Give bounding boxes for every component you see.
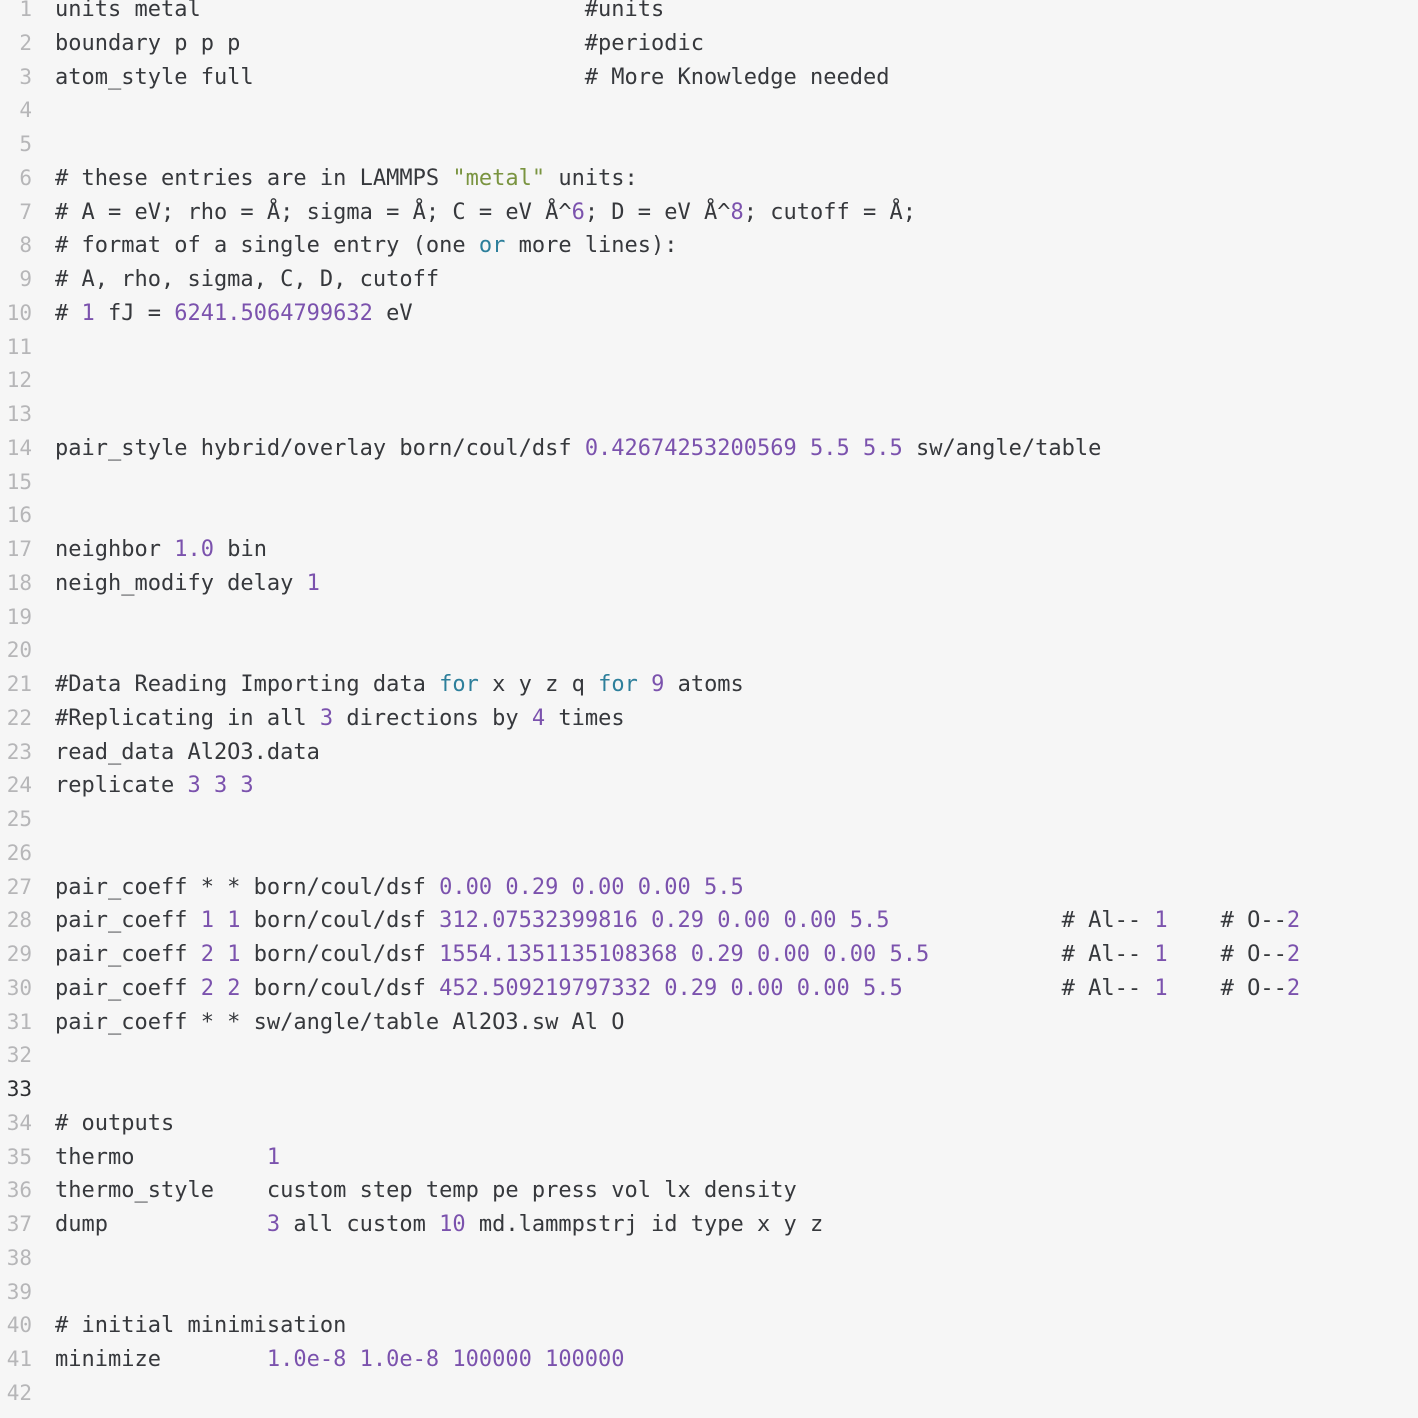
line-number[interactable]: 40 [6,1313,32,1338]
line-number[interactable]: 22 [6,705,32,730]
code-token-number: 0.00 0.29 0.00 0.00 5.5 [439,874,744,900]
code-token-number: 1554.1351135108368 0.29 0.00 0.00 5.5 [439,942,930,967]
line-number[interactable]: 2 [19,30,32,55]
code-token-number: 452.509219797332 0.29 0.00 0.00 5.5 [439,975,903,1001]
code-line[interactable] [55,1309,346,1343]
line-number[interactable]: 1 [19,0,32,21]
code-token-default: read_data Al2O3.data [55,739,320,765]
code-token-keyword: for [598,672,638,697]
line-number[interactable]: 23 [6,739,32,764]
line-number[interactable]: 7 [19,199,32,224]
code-line-row [0,736,1418,770]
code-token-default: atoms [664,672,744,697]
code-token-default: # O-- [1167,942,1287,967]
code-token-default: bin [213,537,267,562]
code-token-default: born/coul/dsf [240,908,440,934]
code-token-default: sw/angle/table [902,435,1102,461]
code-line-row [0,1309,1418,1343]
code-token-default: pair_coeff * * sw/angle/table Al2O3.sw Al O [55,1009,625,1035]
code-token-default: # initial minimisation [55,1313,347,1339]
code-token-number: 10 [439,1212,466,1237]
code-token-default: # outputs [55,1110,175,1136]
code-token-default: ; cutoff = Å; [743,199,916,225]
code-line-row [0,1242,1418,1276]
code-token-default: # Al-- [902,975,1155,1001]
code-token-number: 9 [651,672,665,697]
code-line-row [0,128,1418,162]
line-number[interactable]: 3 [19,64,32,89]
code-line[interactable] [55,1343,625,1377]
code-line[interactable] [55,263,439,297]
code-line[interactable] [55,1174,797,1208]
code-line[interactable] [55,196,916,230]
code-token-number: 1 [306,570,320,596]
code-token-default: boundary p p p #periodic [55,30,705,56]
code-token-default: # O-- [1167,975,1287,1001]
code-line-row [0,331,1418,365]
code-line[interactable] [55,1107,174,1141]
code-line-row [0,61,1418,95]
code-token-default: x y z q [478,672,599,697]
code-line-row [0,1208,1418,1242]
code-token-number: 1 [1154,942,1168,967]
code-token-default: pair_coeff [55,975,201,1001]
code-line[interactable] [55,1208,823,1242]
code-token-default: units metal #units [55,0,665,22]
code-line-row [0,1276,1418,1310]
code-token-default: neighbor [55,537,175,562]
line-number[interactable]: 11 [6,334,32,359]
code-token-number: 2 [1286,975,1301,1001]
code-token-default: atom_style full # More Knowledge needed [55,64,890,90]
code-token-number: 2 [1286,942,1301,967]
code-line-row [0,1377,1418,1411]
line-number[interactable]: 38 [6,1245,32,1270]
line-number[interactable]: 29 [6,942,32,966]
line-number[interactable]: 15 [6,469,32,494]
code-token-default: # O-- [1167,908,1287,934]
line-number[interactable]: 5 [19,132,32,156]
code-line-row [0,1107,1418,1141]
code-token-default: all custom [280,1212,440,1237]
line-number[interactable]: 8 [19,233,32,258]
code-token-number: 1 1 [200,908,241,934]
code-token-number: 4 [531,705,546,731]
code-token-number: 1 [1154,975,1168,1001]
code-token-default: eV [372,300,413,326]
code-line[interactable] [55,668,744,702]
code-line-row [0,1073,1418,1107]
code-token-default: # A, rho, sigma, C, D, cutoff [55,267,440,292]
code-line-row [0,1343,1418,1377]
code-line-row [0,297,1418,331]
code-token-number: 1 [81,300,95,326]
code-token-default: units: [545,165,638,191]
code-token-default: # Al-- [889,908,1155,934]
code-token-default: minimize [55,1347,267,1372]
code-token-number: 3 [319,705,334,731]
code-token-number: 312.07532399816 0.29 0.00 0.00 5.5 [439,908,890,934]
code-token-default: ; D = eV Å^ [584,199,731,225]
code-token-number: 1 [266,1144,281,1170]
code-token-string: "metal" [452,165,546,191]
code-line-row [0,567,1418,601]
code-line[interactable] [55,904,1300,938]
line-number[interactable]: 9 [19,267,32,291]
code-token-number: 6 [571,199,585,225]
line-number-active[interactable]: 33 [6,1077,32,1101]
code-token-number: 2 2 [200,975,241,1001]
code-line-row [0,668,1418,702]
line-number[interactable]: 16 [6,503,32,528]
line-number[interactable]: 4 [19,98,32,123]
code-token-default: # these entries are in LAMMPS [55,165,453,191]
code-token-number: 2 1 [200,942,241,967]
line-number[interactable]: 25 [6,807,32,831]
code-token-default: # A = eV; rho = Å; sigma = Å; C = eV Å^ [55,199,572,225]
line-number[interactable]: 27 [6,874,32,899]
code-token-keyword: or [478,233,506,259]
code-line-row [0,364,1418,398]
code-line-row [0,1039,1418,1073]
code-line-row [0,972,1418,1006]
code-token-default: md.lammpstrj id type x y z [465,1212,824,1237]
code-line[interactable] [55,972,1300,1006]
code-line-row [0,871,1418,905]
line-number[interactable]: 12 [6,368,32,393]
code-line-row [0,702,1418,736]
code-line[interactable] [55,736,320,770]
code-token-default: born/coul/dsf [240,942,440,967]
code-line-row [0,229,1418,263]
code-token-number: 6241.5064799632 [174,300,373,326]
line-number[interactable]: 35 [6,1144,32,1169]
code-token-default: #Data Reading Importing data [55,672,440,697]
line-number[interactable]: 34 [6,1110,32,1135]
code-line[interactable] [55,297,413,331]
line-number[interactable]: 28 [6,908,32,933]
code-line-row [0,398,1418,432]
code-token-number: 1.0e-8 1.0e-8 100000 100000 [266,1347,625,1372]
line-number[interactable]: 24 [6,773,32,798]
code-token-number: 3 3 3 [187,773,254,799]
line-number[interactable]: 20 [6,638,32,663]
code-line-row [0,94,1418,128]
line-number[interactable]: 19 [6,604,32,629]
line-number[interactable]: 21 [6,672,32,696]
line-number[interactable]: 42 [6,1380,32,1405]
code-token-keyword: for [439,672,479,697]
code-token-default: fJ = [94,300,175,326]
code-token-default [638,672,651,697]
code-line[interactable] [55,432,1101,466]
code-token-default: thermo [55,1144,267,1170]
code-line-row [0,27,1418,61]
line-number[interactable]: 41 [6,1347,32,1371]
code-line[interactable] [55,162,638,196]
code-line[interactable] [55,769,254,803]
code-line-row [0,1006,1418,1040]
line-number[interactable]: 6 [19,165,32,190]
code-line[interactable] [55,938,1300,972]
code-token-default: born/coul/dsf [240,975,440,1001]
line-number[interactable]: 18 [6,570,32,595]
code-line[interactable] [55,61,889,95]
code-line[interactable] [55,1141,280,1175]
code-line[interactable] [55,0,664,27]
code-token-number: 8 [730,199,744,225]
code-token-default: pair_style hybrid/overlay born/coul/dsf [55,435,585,461]
line-number[interactable]: 10 [6,300,32,325]
code-line-row [0,432,1418,466]
code-line-row [0,634,1418,668]
code-token-number: 1 [1154,908,1168,934]
code-line[interactable] [55,229,678,263]
line-number[interactable]: 13 [6,402,32,426]
code-line-row [0,1141,1418,1175]
code-token-default: pair_coeff [55,942,201,967]
code-line-row [0,533,1418,567]
code-line[interactable] [55,533,267,567]
code-token-number: 3 [266,1212,281,1237]
code-line-row [0,1174,1418,1208]
code-line-row [0,769,1418,803]
line-number[interactable]: 31 [6,1009,32,1034]
code-line-row [0,837,1418,871]
code-token-default: replicate [55,773,188,799]
line-number[interactable]: 30 [6,975,32,1000]
code-line-row [0,499,1418,533]
code-line-row [0,263,1418,297]
line-number[interactable]: 32 [6,1043,32,1068]
line-number[interactable]: 17 [6,537,32,561]
code-token-default: # Al-- [929,942,1155,967]
line-number[interactable]: 36 [6,1178,32,1203]
code-token-default: dump [55,1212,267,1237]
code-token-default: directions by [333,705,532,731]
code-line[interactable] [55,871,744,905]
code-token-number: 2 [1286,908,1301,934]
code-token-default: # [55,300,82,326]
code-token-default: more lines): [505,233,678,259]
code-token-default: pair_coeff [55,908,201,934]
code-line[interactable] [55,567,320,601]
line-number[interactable]: 26 [6,840,32,865]
code-token-default: # format of a single entry (one [55,233,479,259]
line-number[interactable]: 14 [6,435,32,460]
line-number[interactable]: 39 [6,1279,32,1304]
code-token-number: 1.0 [174,537,214,562]
code-token-default: thermo_style custom step temp pe press vol lx density [55,1178,797,1204]
code-token-default: #Replicating in all [55,705,320,731]
code-line-row [0,601,1418,635]
line-number[interactable]: 37 [6,1212,32,1236]
code-token-default: pair_coeff * * born/coul/dsf [55,874,440,900]
code-line-row [0,904,1418,938]
code-token-default: times [545,705,625,731]
code-line[interactable] [55,27,704,61]
code-line-row [0,0,1418,27]
code-line-row [0,162,1418,196]
code-line-row [0,938,1418,972]
code-line-row [0,803,1418,837]
code-token-number: 0.42674253200569 5.5 5.5 [584,435,903,461]
code-line-row [0,196,1418,230]
code-line[interactable] [55,702,625,736]
code-line-row [0,466,1418,500]
code-token-default: neigh_modify delay [55,570,307,596]
code-line[interactable] [55,1006,625,1040]
